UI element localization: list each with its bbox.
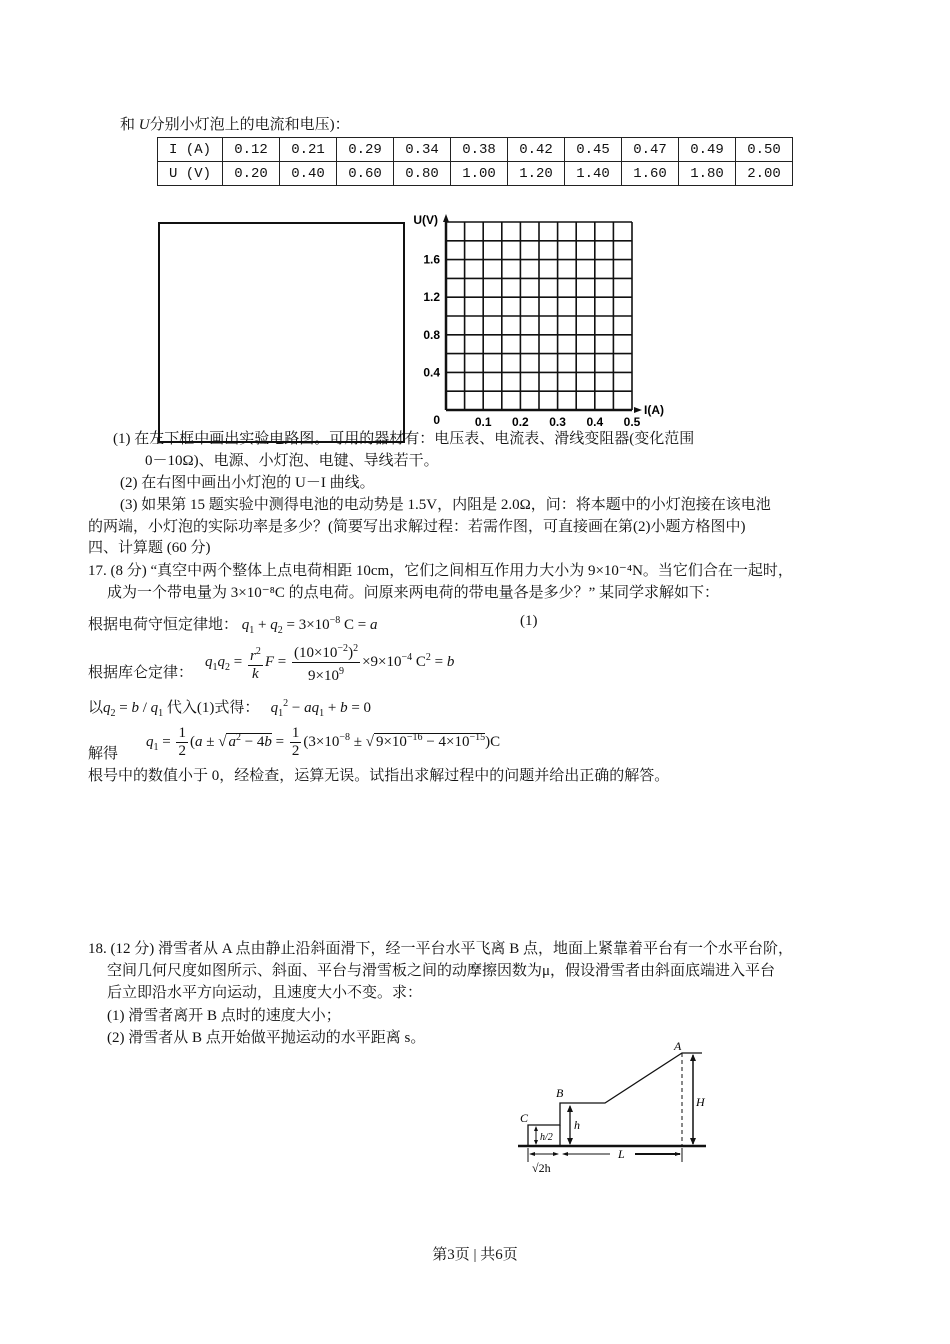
x-tick-label: 0.2 <box>512 415 529 429</box>
x-axis-label: I(A) <box>644 403 664 417</box>
y-tick-label: 1.6 <box>423 252 440 267</box>
q17-conclusion: 根号中的数值小于 0，经检查，运算无误。试指出求解过程中的问题并给出正确的解答。 <box>88 768 670 784</box>
ski-slope-diagram <box>510 1030 720 1180</box>
label-A: A <box>674 1039 682 1053</box>
y-axis-arrow-icon <box>443 214 449 222</box>
q17-line2: 成为一个带电量为 3×10⁻⁸C 的点电荷。问原来两电荷的带电量各是多少？” 某同学求解如下： <box>107 585 720 601</box>
q16-part3: (3) 如果第 15 题实验中测得电池的电动势是 1.5V，内阻是 2.0Ω，问：将本题中的小灯泡接在该电池 <box>120 497 771 513</box>
section-heading: 四、计算题 (60 分) <box>88 540 211 556</box>
table-cell: 0.49 <box>679 138 736 162</box>
label-B: B <box>556 1086 564 1100</box>
table-cell: 0.20 <box>223 162 280 186</box>
formula-1-label: 根据电荷守恒定律地： <box>88 617 239 633</box>
q18-line1: 18. (12 分) 滑雪者从 A 点由静止沿斜面滑下，经一平台水平飞离 B 点，地面上紧靠着平台有一个水平台阶， <box>88 941 794 957</box>
row-header: I (A) <box>158 138 223 162</box>
intro-line <box>120 116 350 134</box>
x-axis-arrow-icon <box>634 407 642 413</box>
label-sqrt2h: √2h <box>532 1161 551 1175</box>
formula-2: $q_1q_2$ = $\frac{r^2}{k}$ F = $\frac{(10\times 10^{-2})^2}{9\times 10^9}$ $\times 9\times 10^{-4}$ $C^2 = b$ <box>205 640 454 685</box>
table-cell: 0.60 <box>337 162 394 186</box>
page-footer: 第3页 | 共6页 <box>432 1247 518 1263</box>
label-h-half: h/2 <box>540 1132 553 1143</box>
y-axis-label: U(V) <box>413 213 438 227</box>
table-cell: 1.40 <box>565 162 622 186</box>
q18-part1: (1) 滑雪者离开 B 点时的速度大小； <box>107 1008 341 1024</box>
q18-line3: 后立即沿水平方向运动，且速度大小不变。求： <box>107 985 423 1001</box>
table-cell: 0.42 <box>508 138 565 162</box>
y-tick-label: 0.4 <box>423 365 440 380</box>
label-H: H <box>696 1095 705 1109</box>
ui-grid-graph <box>405 205 685 435</box>
table-cell: 0.29 <box>337 138 394 162</box>
y-tick-label: 0.8 <box>423 327 440 342</box>
formula-3-label-a: 以 <box>88 700 104 716</box>
table-cell: 1.60 <box>622 162 679 186</box>
formula-3-label-b: 代入(1)式得： <box>166 700 260 716</box>
table-cell: 0.50 <box>736 138 793 162</box>
table-cell: 0.38 <box>451 138 508 162</box>
label-h: h <box>574 1118 580 1132</box>
q18-line2: 空间几何尺度如图所示、斜面、平台与滑雪板之间的动摩擦因数为μ，假设滑雪者由斜面底端进入平台 <box>107 963 776 979</box>
table-cell: 1.00 <box>451 162 508 186</box>
label-L: L <box>618 1147 625 1161</box>
formula-1-tag: (1) <box>520 613 538 629</box>
table-row <box>158 138 793 162</box>
iv-data-table <box>157 137 793 186</box>
table-cell: 2.00 <box>736 162 793 186</box>
x-tick-label: 0.1 <box>474 415 492 429</box>
q17-line1: 17. (8 分) “真空中两个整体上点电荷相距 10cm，它们之间相互作用力大小为 9×10⁻⁴N。当它们合在一起时， <box>88 563 793 579</box>
q18-part2: (2) 滑雪者从 B 点开始做平抛运动的水平距离 s。 <box>107 1030 426 1046</box>
formula-1: 根据电荷守恒定律地： $q_1 + q_2 = 3\times 10^{-8}$ C = a <box>88 615 378 636</box>
table-cell: 1.80 <box>679 162 736 186</box>
table-cell: 0.80 <box>394 162 451 186</box>
circuit-drawing-box <box>158 222 405 443</box>
formula-4: $q_1$ = $\frac{1}{2}$ (a ± √ $a^2 - 4b$ = $\frac{1}{2}$ ($3\times 10^{-8}$ ± √ $9\times 10^{-16} - 4\times 10^{-15})C$ <box>146 725 501 759</box>
origin-label: 0 <box>433 413 440 427</box>
table-cell: 0.47 <box>622 138 679 162</box>
table-cell: 1.20 <box>508 162 565 186</box>
q16-part1-cont: 0－10Ω)、电源、小灯泡、电键、导线若干。 <box>145 453 439 469</box>
row-header: U (V) <box>158 162 223 186</box>
table-row <box>158 162 793 186</box>
q16-part1: (1) 在左下框中画出实验电路图。可用的器材有：电压表、电流表、滑线变阻器(变化范围 <box>113 431 695 447</box>
table-cell: 0.34 <box>394 138 451 162</box>
x-tick-label: 0.4 <box>586 415 604 429</box>
q16-part3-cont: 的两端，小灯泡的实际功率是多少？(简要写出求解过程：若需作图，可直接画在第(2)小题方格图中) <box>88 519 746 535</box>
x-tick-label: 0.5 <box>623 415 641 429</box>
intro-var: U <box>138 117 150 133</box>
intro-prefix: 和 <box>120 117 139 133</box>
formula-3: 以$q_2 = b / q_1$ 代入(1)式得： $q_1^2 - aq_1 + b = 0$ <box>88 698 372 719</box>
intro-suffix: 分别小灯泡上的电流和电压)： <box>149 117 350 133</box>
q16-part2: (2) 在右图中画出小灯泡的 U－I 曲线。 <box>120 475 375 491</box>
y-tick-label: 1.2 <box>423 290 440 305</box>
label-C: C <box>520 1111 529 1125</box>
table-cell: 0.45 <box>565 138 622 162</box>
x-tick-label: 0.3 <box>549 415 566 429</box>
table-cell: 0.40 <box>280 162 337 186</box>
formula-2-label: 根据库仑定律： <box>88 665 194 681</box>
formula-4-label: 解得 <box>88 746 119 762</box>
table-cell: 0.21 <box>280 138 337 162</box>
table-cell: 0.12 <box>223 138 280 162</box>
